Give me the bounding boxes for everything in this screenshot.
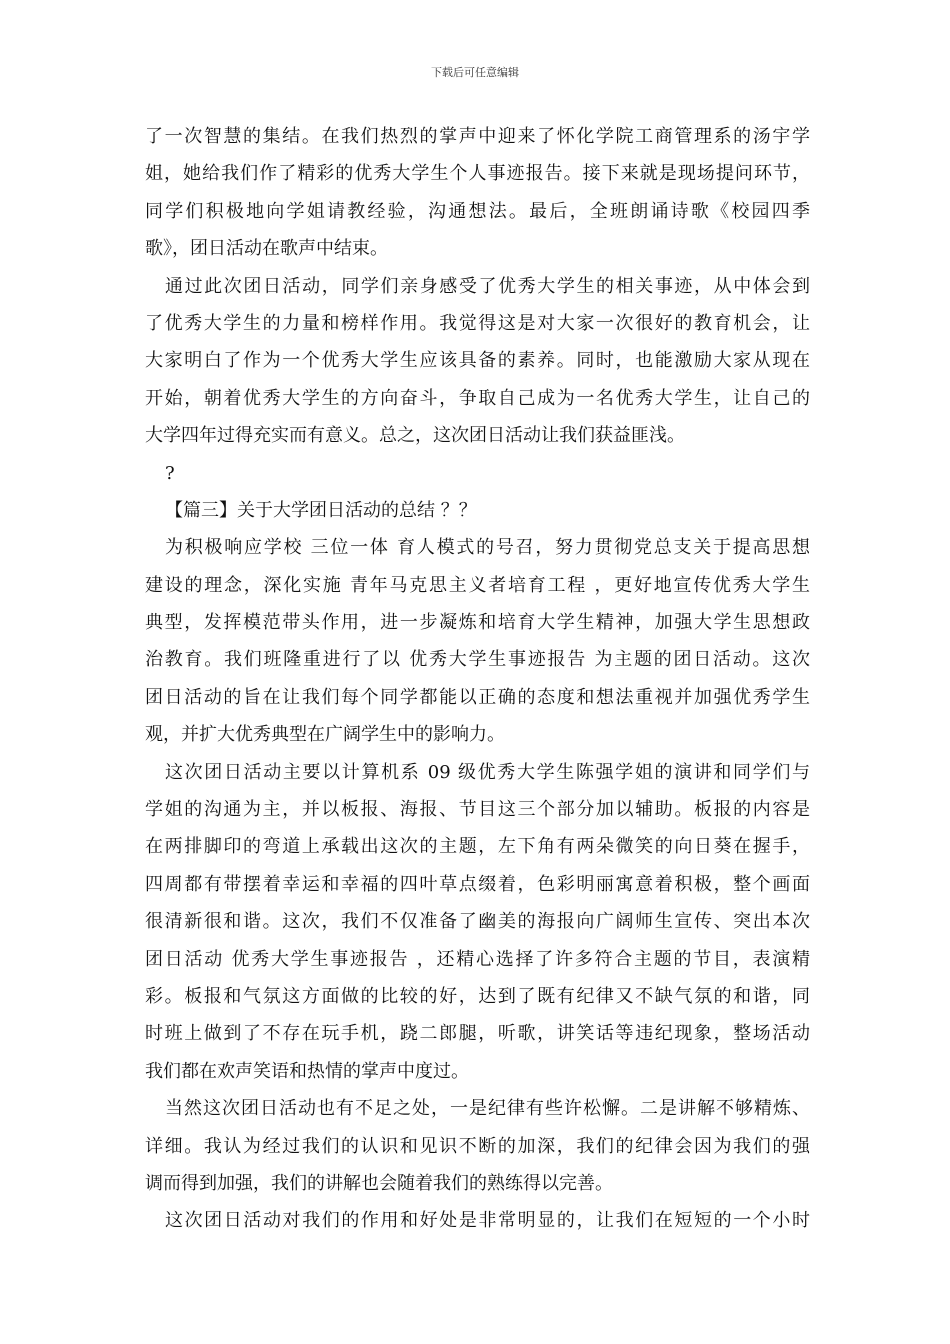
text-line: 了一次智慧的集结。在我们热烈的掌声中迎来了怀化学院工商管理系的汤宇学 <box>145 126 810 147</box>
text-line: ? <box>165 462 175 484</box>
page-header: 下载后可任意编辑 <box>431 66 519 79</box>
text-line: 治教育。我们班隆重进行了以 优秀大学生事迹报告 为主题的团日活动。这次 <box>145 649 810 671</box>
text-line: 团日活动 优秀大学生事迹报告 ，还精心选择了许多符合主题的节目，表演精 <box>145 948 810 970</box>
text-line: 姐，她给我们作了精彩的优秀大学生个人事迹报告。接下来就是现场提问环节， <box>145 163 810 185</box>
section-heading: 【篇三】关于大学团日活动的总结 ？？ <box>165 499 477 521</box>
document-body <box>145 118 810 1240</box>
text-line: 当然这次团日活动也有不足之处，一是纪律有些许松懈。二是讲解不够精炼、 <box>165 1098 810 1120</box>
text-line: 这次团日活动主要以计算机系 09 级优秀大学生陈强学姐的演讲和同学们与 <box>165 761 810 783</box>
text-line: 典型，发挥模范带头作用，进一步凝炼和培育大学生精神，加强大学生思想政 <box>145 612 810 634</box>
text-line: 大学四年过得充实而有意义。总之，这次团日活动让我们获益匪浅。 <box>145 425 685 447</box>
text-line: 这次团日活动对我们的作用和好处是非常明显的，让我们在短短的一个小时 <box>165 1210 810 1232</box>
text-line: 彩。板报和气氛这方面做的比较的好，达到了既有纪律又不缺气氛的和谐，同 <box>145 985 810 1007</box>
text-line: 歌》，团日活动在歌声中结束。 <box>145 238 388 260</box>
text-line: 调而得到加强，我们的讲解也会随着我们的熟练得以完善。 <box>145 1172 613 1194</box>
text-line: 在两排脚印的弯道上承载出这次的主题，左下角有两朵微笑的向日葵在握手， <box>145 836 810 858</box>
text-line: 很清新很和谐。这次，我们不仅准备了幽美的海报向广阔师生宣传、突出本次 <box>145 911 810 933</box>
text-line: 同学们积极地向学姐请教经验，沟通想法。最后，全班朗诵诗歌《校园四季 <box>145 200 810 222</box>
text-line: 四周都有带摆着幸运和幸福的四叶草点缀着，色彩明丽寓意着积极，整个画面 <box>145 873 810 895</box>
text-line: 为积极响应学校 三位一体 育人模式的号召，努力贯彻党总支关于提高思想 <box>165 537 810 559</box>
text-line: 我们都在欢声笑语和热情的掌声中度过。 <box>145 1060 469 1082</box>
text-line: 详细。我认为经过我们的认识和见识不断的加深，我们的纪律会因为我们的强 <box>145 1135 810 1157</box>
text-line: 建设的理念，深化实施 青年马克思主义者培育工程 ，更好地宣传优秀大学生 <box>145 574 810 596</box>
text-line: 学姐的沟通为主，并以板报、海报、节目这三个部分加以辅助。板报的内容是 <box>145 799 810 821</box>
text-line: 开始，朝着优秀大学生的方向奋斗，争取自己成为一名优秀大学生，让自己的 <box>145 387 810 409</box>
text-line: 观，并扩大优秀典型在广阔学生中的影响力。 <box>145 724 505 746</box>
text-line: 通过此次团日活动，同学们亲身感受了优秀大学生的相关事迹，从中体会到 <box>165 275 810 297</box>
text-line: 时班上做到了不存在玩手机，跷二郎腿，听歌，讲笑话等违纪现象，整场活动 <box>145 1023 810 1045</box>
text-line: 了优秀大学生的力量和榜样作用。我觉得这是对大家一次很好的教育机会，让 <box>145 312 810 334</box>
text-line: 团日活动的旨在让我们每个同学都能以正确的态度和想法重视并加强优秀学生 <box>145 686 810 708</box>
text-line: 大家明白了作为一个优秀大学生应该具备的素养。同时，也能激励大家从现在 <box>145 350 810 372</box>
